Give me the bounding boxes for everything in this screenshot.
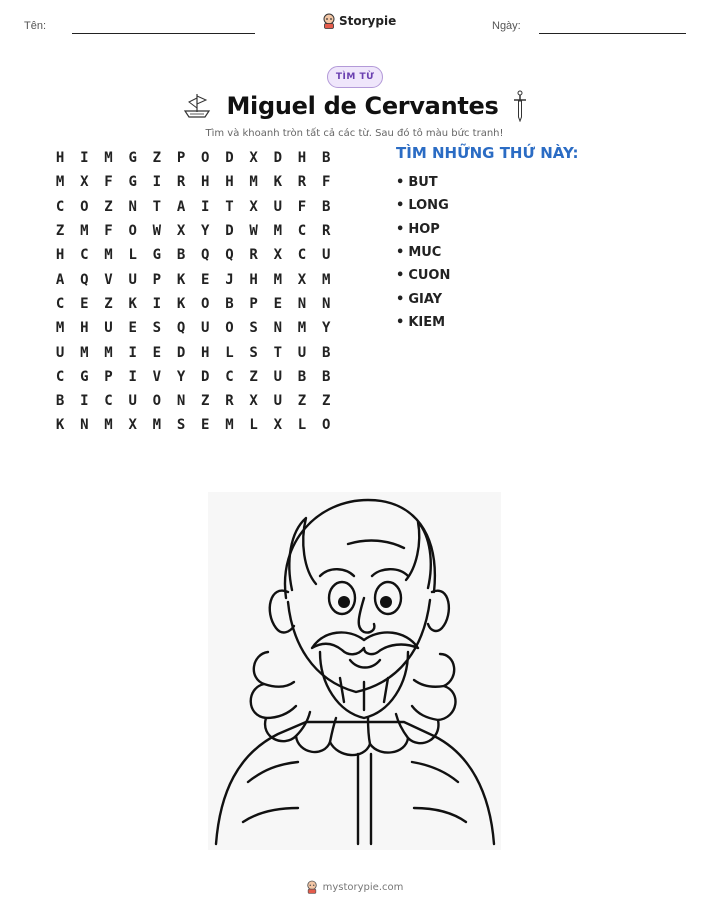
grid-letter[interactable]: Q (176, 320, 186, 337)
grid-letter[interactable]: C (55, 295, 65, 312)
grid-letter[interactable]: L (128, 247, 137, 264)
grid-letter[interactable]: U (273, 393, 282, 410)
grid-letter[interactable]: G (128, 150, 137, 167)
grid-letter[interactable]: J (225, 271, 234, 288)
ship-icon (182, 92, 212, 120)
grid-letter[interactable]: W (249, 223, 258, 240)
grid-letter[interactable]: I (201, 198, 210, 215)
grid-letter[interactable]: O (80, 198, 89, 215)
grid-letter[interactable]: T (152, 198, 162, 215)
grid-letter[interactable]: K (55, 417, 65, 434)
grid-letter[interactable]: B (321, 368, 331, 385)
grid-letter[interactable]: O (201, 295, 210, 312)
bullet: • (396, 268, 405, 284)
grid-letter[interactable]: B (321, 198, 331, 215)
grid-letter[interactable]: I (128, 368, 137, 385)
grid-letter[interactable]: M (80, 344, 89, 361)
grid-letter[interactable]: M (104, 344, 113, 361)
grid-letter[interactable]: D (176, 344, 186, 361)
grid-row (48, 292, 338, 316)
grid-row (48, 243, 338, 267)
grid-letter[interactable]: F (297, 198, 307, 215)
grid-letter[interactable]: C (80, 247, 89, 264)
grid-letter[interactable]: T (273, 344, 282, 361)
grid-letter[interactable]: Y (321, 320, 331, 337)
bullet: • (396, 314, 405, 330)
word-text: MUC (408, 245, 442, 261)
grid-letter[interactable]: X (176, 223, 186, 240)
grid-letter[interactable]: G (128, 174, 137, 191)
storypie-logo-icon (322, 13, 336, 29)
grid-letter[interactable]: M (152, 417, 162, 434)
grid-letter[interactable]: I (80, 150, 89, 167)
grid-letter[interactable]: B (321, 150, 331, 167)
grid-letter[interactable]: X (80, 174, 89, 191)
grid-letter[interactable]: U (55, 344, 65, 361)
grid-letter[interactable]: Z (55, 223, 65, 240)
grid-letter[interactable]: F (104, 174, 113, 191)
grid-letter[interactable]: I (152, 295, 162, 312)
grid-letter[interactable]: B (176, 247, 186, 264)
grid-letter[interactable]: S (249, 320, 258, 337)
grid-letter[interactable]: I (128, 344, 137, 361)
grid-row (48, 389, 338, 413)
grid-letter[interactable]: E (128, 320, 137, 337)
grid-letter[interactable]: U (321, 247, 331, 264)
grid-letter[interactable]: E (201, 271, 210, 288)
word-list-item (396, 241, 450, 264)
word-list-item (396, 171, 450, 194)
grid-letter[interactable]: X (128, 417, 137, 434)
word-text: HOP (408, 221, 440, 237)
bullet: • (396, 245, 405, 261)
grid-letter[interactable]: L (225, 344, 234, 361)
word-text: BUT (408, 175, 438, 191)
title-row (0, 90, 709, 122)
grid-letter[interactable]: M (273, 271, 282, 288)
grid-letter[interactable]: U (297, 344, 307, 361)
grid-row (48, 146, 338, 170)
grid-letter[interactable]: X (297, 271, 307, 288)
bullet: • (396, 221, 405, 237)
word-text: KIEM (408, 314, 446, 330)
grid-letter[interactable]: R (321, 223, 331, 240)
grid-letter[interactable]: M (55, 174, 65, 191)
grid-letter[interactable]: I (152, 174, 162, 191)
grid-letter[interactable]: Z (201, 393, 210, 410)
grid-letter[interactable]: R (225, 393, 234, 410)
grid-letter[interactable]: M (104, 417, 113, 434)
grid-letter[interactable]: H (201, 174, 210, 191)
date-label: Ngày: (492, 20, 521, 32)
grid-letter[interactable]: M (273, 223, 282, 240)
grid-letter[interactable]: H (225, 174, 234, 191)
grid-letter[interactable]: G (152, 247, 162, 264)
grid-letter[interactable]: A (55, 271, 65, 288)
footer (0, 880, 709, 894)
grid-row (48, 365, 338, 389)
grid-row (48, 316, 338, 340)
brand-name: Storypie (339, 14, 397, 28)
grid-letter[interactable]: R (176, 174, 186, 191)
cervantes-coloring-picture (208, 492, 501, 850)
date-line (539, 33, 686, 34)
grid-letter[interactable]: S (249, 344, 258, 361)
grid-letter[interactable]: V (104, 271, 113, 288)
storypie-logo-icon (306, 880, 318, 894)
grid-letter[interactable]: O (152, 393, 162, 410)
grid-letter[interactable]: Q (201, 247, 210, 264)
grid-letter[interactable]: T (225, 198, 234, 215)
grid-letter[interactable]: G (80, 368, 89, 385)
grid-letter[interactable]: M (225, 417, 234, 434)
grid-letter[interactable]: K (273, 174, 282, 191)
grid-letter[interactable]: H (249, 271, 258, 288)
grid-letter[interactable]: P (152, 271, 162, 288)
grid-letter[interactable]: N (128, 198, 137, 215)
grid-letter[interactable]: B (297, 368, 307, 385)
word-text: CUON (408, 268, 451, 284)
grid-letter[interactable]: H (55, 150, 65, 167)
grid-letter[interactable]: E (201, 417, 210, 434)
grid-letter[interactable]: B (225, 295, 234, 312)
grid-letter[interactable]: U (104, 320, 113, 337)
grid-letter[interactable]: Q (80, 271, 89, 288)
grid-letter[interactable]: U (128, 393, 137, 410)
grid-letter[interactable]: M (249, 174, 258, 191)
grid-letter[interactable]: U (273, 368, 282, 385)
grid-letter[interactable]: I (80, 393, 89, 410)
grid-letter[interactable]: R (297, 174, 307, 191)
grid-letter[interactable]: S (152, 320, 162, 337)
category-badge: TÌM TỪ (327, 66, 383, 88)
page-title: Miguel de Cervantes (226, 92, 499, 120)
grid-letter[interactable]: D (225, 223, 234, 240)
word-text: GIAY (408, 291, 443, 307)
instructions: Tìm và khoanh tròn tất cả các từ. Sau đó tô màu bức tranh! (205, 128, 504, 139)
grid-letter[interactable]: C (55, 198, 65, 215)
grid-letter[interactable]: D (273, 150, 282, 167)
grid-letter[interactable]: M (104, 247, 113, 264)
grid-letter[interactable]: X (249, 150, 258, 167)
grid-letter[interactable]: E (273, 295, 282, 312)
grid-letter[interactable]: Y (176, 368, 186, 385)
grid-letter[interactable]: R (249, 247, 258, 264)
grid-letter[interactable]: L (249, 417, 258, 434)
grid-letter[interactable]: K (176, 271, 186, 288)
grid-letter[interactable]: B (55, 393, 65, 410)
grid-letter[interactable]: H (297, 150, 307, 167)
grid-letter[interactable]: N (321, 295, 331, 312)
grid-letter[interactable]: H (201, 344, 210, 361)
bullet: • (396, 175, 405, 191)
grid-letter[interactable]: Z (104, 295, 113, 312)
word-list-item (396, 287, 450, 310)
grid-letter[interactable]: X (273, 247, 282, 264)
grid-row (48, 267, 338, 291)
grid-letter[interactable]: N (176, 393, 186, 410)
bullet: • (396, 198, 405, 214)
word-list-item (396, 194, 450, 217)
grid-letter[interactable]: E (152, 344, 162, 361)
grid-row (48, 413, 338, 437)
grid-letter[interactable]: N (273, 320, 282, 337)
grid-letter[interactable]: O (225, 320, 234, 337)
grid-letter[interactable]: S (176, 417, 186, 434)
grid-letter[interactable]: M (321, 271, 331, 288)
grid-letter[interactable]: L (297, 417, 307, 434)
word-list (396, 171, 450, 334)
grid-letter[interactable]: Z (152, 150, 162, 167)
grid-letter[interactable]: H (55, 247, 65, 264)
grid-letter[interactable]: W (152, 223, 162, 240)
grid-letter[interactable]: Z (297, 393, 307, 410)
grid-letter[interactable]: C (297, 247, 307, 264)
grid-letter[interactable]: Z (321, 393, 331, 410)
grid-letter[interactable]: F (104, 223, 113, 240)
grid-letter[interactable]: C (225, 368, 234, 385)
sword-icon (513, 90, 527, 122)
grid-letter[interactable]: M (80, 223, 89, 240)
word-list-item (396, 218, 450, 241)
grid-letter[interactable]: Z (249, 368, 258, 385)
grid-letter[interactable]: V (152, 368, 162, 385)
grid-letter[interactable]: X (273, 417, 282, 434)
grid-letter[interactable]: M (104, 150, 113, 167)
grid-letter[interactable]: D (201, 368, 210, 385)
grid-row (48, 195, 338, 219)
grid-letter[interactable]: K (128, 295, 137, 312)
grid-letter[interactable]: O (201, 150, 210, 167)
grid-letter[interactable]: B (321, 344, 331, 361)
grid-letter[interactable]: P (176, 150, 186, 167)
grid-row (48, 219, 338, 243)
word-list-item (396, 311, 450, 334)
grid-letter[interactable]: U (201, 320, 210, 337)
name-line (72, 33, 255, 34)
grid-letter[interactable]: X (249, 393, 258, 410)
grid-row (48, 340, 338, 364)
grid-letter[interactable]: Y (201, 223, 210, 240)
grid-letter[interactable]: M (55, 320, 65, 337)
name-label: Tên: (24, 20, 47, 32)
grid-letter[interactable]: D (225, 150, 234, 167)
grid-letter[interactable]: X (249, 198, 258, 215)
grid-row (48, 170, 338, 194)
grid-letter[interactable]: M (297, 320, 307, 337)
bullet: • (396, 291, 405, 307)
grid-letter[interactable]: C (55, 368, 65, 385)
grid-letter[interactable]: N (80, 417, 89, 434)
word-text: LONG (408, 198, 449, 214)
brand (322, 13, 396, 29)
grid-letter[interactable]: U (128, 271, 137, 288)
grid-letter[interactable]: O (128, 223, 137, 240)
grid-letter[interactable]: U (273, 198, 282, 215)
grid-letter[interactable]: C (104, 393, 113, 410)
grid-letter[interactable]: P (249, 295, 258, 312)
letter-grid (48, 146, 338, 438)
grid-letter[interactable]: Z (104, 198, 113, 215)
word-list-item (396, 264, 450, 287)
grid-letter[interactable]: Q (225, 247, 234, 264)
footer-site: mystorypie.com (322, 881, 404, 893)
grid-letter[interactable]: E (80, 295, 89, 312)
grid-letter[interactable]: P (104, 368, 113, 385)
grid-letter[interactable]: A (176, 198, 186, 215)
grid-letter[interactable]: C (297, 223, 307, 240)
grid-letter[interactable]: K (176, 295, 186, 312)
grid-letter[interactable]: F (321, 174, 331, 191)
find-heading: TÌM NHỮNG THỨ NÀY: (396, 144, 579, 162)
grid-letter[interactable]: N (297, 295, 307, 312)
grid-letter[interactable]: H (80, 320, 89, 337)
grid-letter[interactable]: O (321, 417, 331, 434)
